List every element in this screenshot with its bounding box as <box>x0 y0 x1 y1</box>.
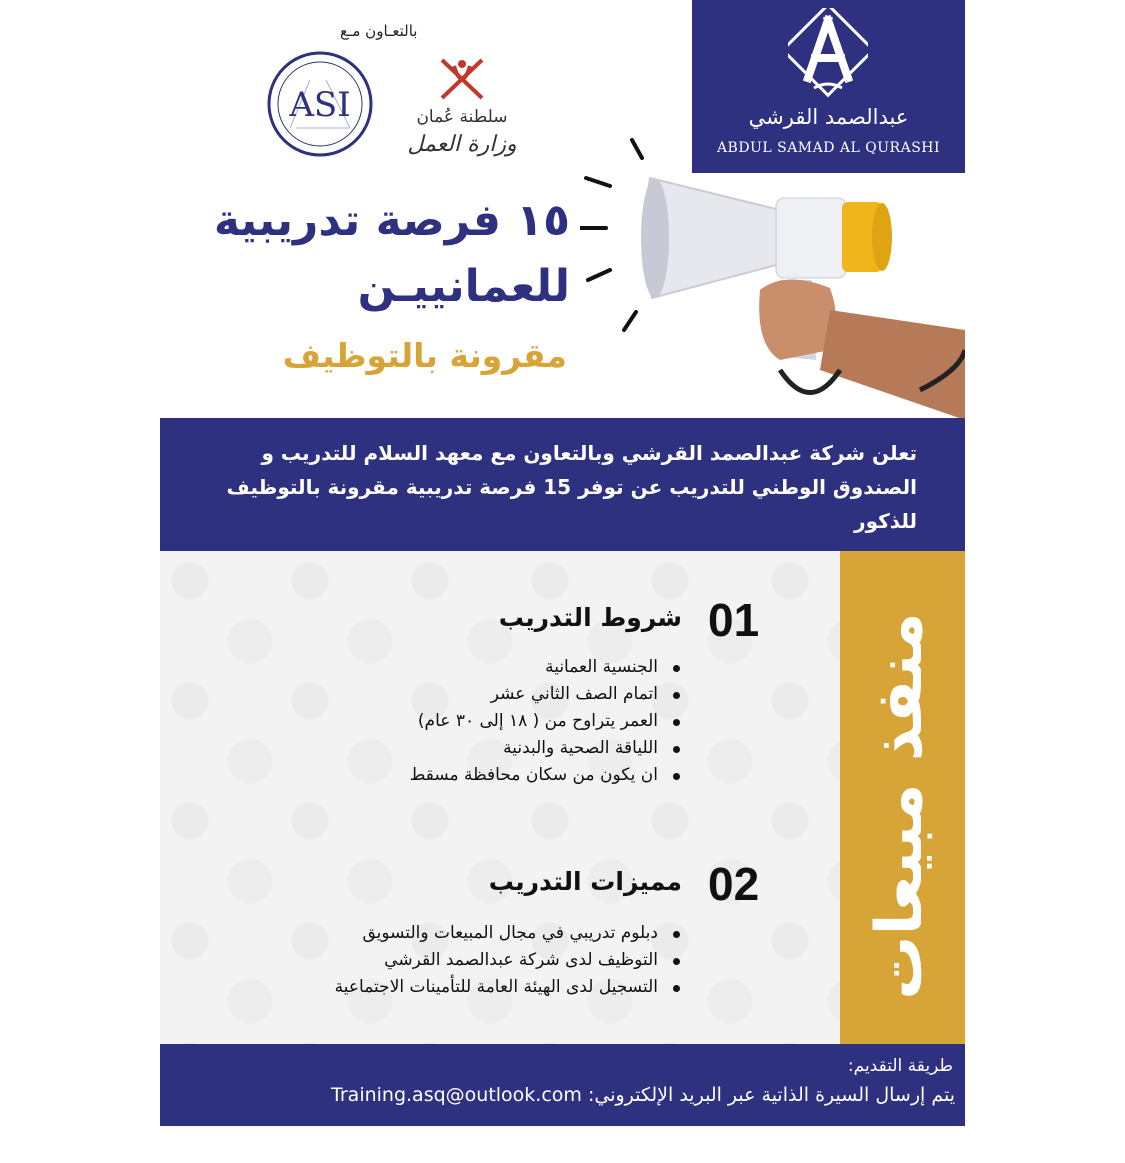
headline-line1: ١٥ فرصة تدريبية <box>213 195 570 246</box>
headline <box>214 188 570 320</box>
intro-text: تعلن شركة عبدالصمد القرشي وبالتعاون مع معهد السلام للتدريب و الصندوق الوطني للتدريب عن توفر 15 فرصة تدريبية مقرونة بالتوظيف للذكور <box>226 441 917 533</box>
job-title: منفذ مبيعات <box>863 612 937 1000</box>
asi-logo-text: ASI <box>289 85 351 125</box>
apply-footer <box>160 1044 965 1126</box>
list-item: التسجيل لدى الهيئة العامة للتأمينات الاجتماعية <box>335 974 682 1001</box>
apply-line <box>331 1084 955 1106</box>
requirements-list <box>410 654 682 789</box>
job-title-bar <box>840 551 965 1044</box>
megaphone-icon <box>580 130 965 420</box>
headline-sub: مقرونة بالتوظيف <box>282 336 567 375</box>
section-title: مميزات التدريب <box>488 867 682 896</box>
list-item: ان يكون من سكان محافظة مسقط <box>410 762 682 789</box>
benefits-list <box>335 920 682 1001</box>
apply-title: طريقة التقديم: <box>847 1056 953 1076</box>
list-item: العمر يتراوح من ( ١٨ إلى ٣٠ عام) <box>410 708 682 735</box>
oman-emblem-icon <box>432 52 492 106</box>
apply-text: يتم إرسال السيرة الذاتية عبر البريد الإلكتروني: <box>587 1084 955 1106</box>
section-number: 02 <box>708 858 760 910</box>
list-item: دبلوم تدريبي في مجال المبيعات والتسويق <box>335 920 682 947</box>
list-item: التوظيف لدى شركة عبدالصمد القرشي <box>335 947 682 974</box>
intro-banner <box>160 418 965 551</box>
headline-line2: للعمانييـن <box>357 261 570 312</box>
section-title: شروط التدريب <box>498 603 682 632</box>
list-item: اللياقة الصحية والبدنية <box>410 735 682 762</box>
company-name-ar: عبدالصمد القرشي <box>748 105 909 129</box>
ministry-country: سلطنة عُمان <box>416 107 508 127</box>
job-poster <box>160 0 965 1126</box>
partners-label: بالتعـاون مـع <box>340 22 418 40</box>
list-item: الجنسية العمانية <box>410 654 682 681</box>
ministry-logo <box>392 52 532 162</box>
section-number: 01 <box>708 594 760 646</box>
ministry-name: وزارة العمل <box>407 132 517 157</box>
list-item: اتمام الصف الثاني عشر <box>410 681 682 708</box>
asi-logo-icon <box>266 50 374 158</box>
company-logo-icon <box>788 8 868 98</box>
company-name-en: ABDUL SAMAD AL QURASHI <box>716 140 941 156</box>
apply-email[interactable]: Training.asq@outlook.com <box>331 1084 582 1106</box>
details-area <box>160 551 965 1044</box>
